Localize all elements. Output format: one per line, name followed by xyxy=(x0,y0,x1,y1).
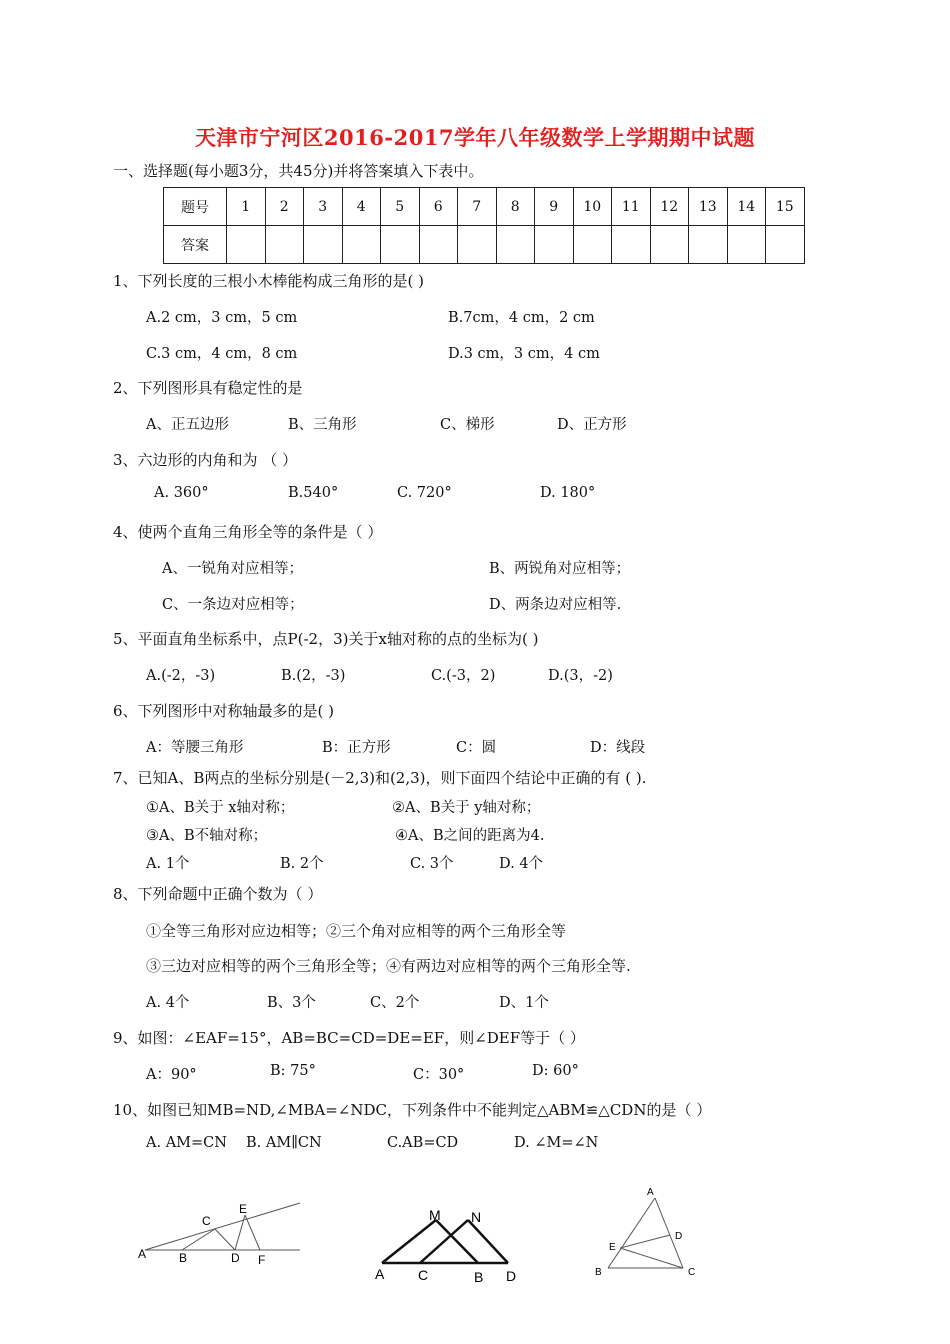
table-cell-number: 2 xyxy=(265,188,304,226)
figure2-label-n: N xyxy=(471,1209,482,1225)
question-9-option-a: A：90° xyxy=(146,1067,197,1083)
answer-cell[interactable] xyxy=(342,226,381,264)
question-10-option-d: D. ∠M=∠N xyxy=(514,1135,599,1151)
figure3-segment-ed xyxy=(620,1235,670,1248)
question-2-option-b: B、三角形 xyxy=(288,417,357,433)
question-3-option-c: C. 720° xyxy=(397,485,452,501)
question-2-option-c: C、梯形 xyxy=(440,417,495,433)
answer-cell[interactable] xyxy=(227,226,266,264)
question-9-option-b: B: 75° xyxy=(270,1063,316,1079)
answer-cell[interactable] xyxy=(727,226,766,264)
figure3-segment-ec xyxy=(620,1248,683,1268)
answer-cell[interactable] xyxy=(535,226,574,264)
table-cell-number: 14 xyxy=(727,188,766,226)
question-6-option-d: D：线段 xyxy=(590,740,646,756)
table-cell-number: 11 xyxy=(612,188,651,226)
question-7-stem: 7、已知A、B两点的坐标分别是(－2,3)和(2,3)，则下面四个结论中正确的有 ( ). xyxy=(113,769,647,787)
question-6-option-a: A：等腰三角形 xyxy=(146,740,244,756)
question-6-stem: 6、下列图形中对称轴最多的是( ) xyxy=(113,702,335,720)
answer-cell[interactable] xyxy=(689,226,728,264)
answer-cell[interactable] xyxy=(650,226,689,264)
question-1-stem: 1、下列长度的三根小木棒能构成三角形的是( ) xyxy=(113,272,425,290)
figure-triangles-abm-cdn xyxy=(370,1205,530,1290)
figure3-label-d: D xyxy=(675,1231,683,1242)
question-8-stem: 8、下列命题中正确个数为（ ） xyxy=(113,885,323,903)
question-3-option-b: B.540° xyxy=(288,485,339,501)
question-3-option-d: D. 180° xyxy=(540,485,596,501)
question-4-option-c: C、一条边对应相等； xyxy=(162,597,304,613)
answer-cell[interactable] xyxy=(766,226,805,264)
figure-triangle-abc xyxy=(590,1183,705,1283)
table-cell-number: 15 xyxy=(766,188,805,226)
table-cell-number: 1 xyxy=(227,188,266,226)
answer-cell[interactable] xyxy=(265,226,304,264)
question-2-stem: 2、下列图形具有稳定性的是 xyxy=(113,379,303,397)
question-3-stem: 3、六边形的内角和为 （ ） xyxy=(113,451,298,469)
figure1-label-d: D xyxy=(231,1251,240,1265)
question-7-statement-3: ③A、B不轴对称； xyxy=(146,828,268,844)
question-10-option-b: B. AM∥CN xyxy=(246,1135,322,1151)
figure3-label-c: C xyxy=(688,1267,696,1278)
table-cell-number: 9 xyxy=(535,188,574,226)
section-heading: 一、选择题(每小题3分，共45分)并将答案填入下表中。 xyxy=(113,162,484,180)
table-cell-number: 13 xyxy=(689,188,728,226)
answer-cell[interactable] xyxy=(419,226,458,264)
page-title: 天津市宁河区2016-2017学年八年级数学上学期期中试题 xyxy=(194,125,756,150)
question-8-option-d: D、1个 xyxy=(499,995,549,1011)
question-7-option-a: A. 1个 xyxy=(146,856,190,872)
question-10-option-c: C.AB=CD xyxy=(387,1135,459,1151)
question-8-statement-1: ①全等三角形对应边相等；②三个角对应相等的两个三角形全等 xyxy=(146,922,567,940)
question-5-option-d: D.(3，-2) xyxy=(548,668,613,684)
question-4-stem: 4、使两个直角三角形全等的条件是（ ） xyxy=(113,523,383,541)
table-cell-number: 7 xyxy=(458,188,497,226)
question-5-stem: 5、平面直角坐标系中，点P(-2，3)关于x轴对称的点的坐标为( ) xyxy=(113,630,539,648)
question-5-option-a: A.(-2，-3) xyxy=(146,668,216,684)
question-1-option-a: A.2 cm，3 cm，5 cm xyxy=(146,310,298,326)
figure2-segment-nd xyxy=(468,1220,508,1263)
figure2-label-c: C xyxy=(418,1267,429,1283)
question-7-statement-1: ①A、B关于 x轴对称； xyxy=(146,800,295,816)
question-9-option-c: C：30° xyxy=(413,1067,465,1083)
figure2-label-d: D xyxy=(506,1268,517,1284)
question-1-option-c: C.3 cm，4 cm，8 cm xyxy=(146,346,298,362)
figure1-label-f: F xyxy=(258,1253,266,1267)
answer-cell[interactable] xyxy=(458,226,497,264)
figure1-label-a: A xyxy=(138,1247,147,1261)
question-7-statement-2: ②A、B关于 y轴对称； xyxy=(392,800,541,816)
question-7-option-d: D. 4个 xyxy=(499,856,544,872)
question-2-option-d: D、正方形 xyxy=(557,417,627,433)
answer-cell[interactable] xyxy=(304,226,343,264)
question-7-option-c: C. 3个 xyxy=(410,856,454,872)
question-1-option-b: B.7cm，4 cm，2 cm xyxy=(448,310,595,326)
answer-table xyxy=(163,187,805,264)
question-9-option-d: D: 60° xyxy=(532,1063,579,1079)
question-5-option-c: C.(-3，2) xyxy=(431,668,496,684)
question-10-stem: 10、如图已知MB=ND,∠MBA=∠NDC，下列条件中不能判定△ABM≌△CDN的是（ ） xyxy=(113,1101,712,1119)
table-cell-number: 12 xyxy=(650,188,689,226)
figure1-segment-de xyxy=(235,1215,245,1250)
question-4-option-d: D、两条边对应相等. xyxy=(489,597,622,613)
question-7-option-b: B. 2个 xyxy=(280,856,324,872)
answer-table-answer-row xyxy=(164,226,805,264)
question-8-option-a: A. 4个 xyxy=(146,995,190,1011)
figure2-label-m: M xyxy=(429,1207,441,1223)
answer-cell[interactable] xyxy=(612,226,651,264)
answer-cell[interactable] xyxy=(496,226,535,264)
question-1-option-d: D.3 cm，3 cm，4 cm xyxy=(448,346,600,362)
figure3-label-e: E xyxy=(609,1242,616,1253)
question-2-option-a: A、正五边形 xyxy=(146,417,229,433)
question-9-stem: 9、如图：∠EAF=15°，AB=BC=CD=DE=EF，则∠DEF等于（ ） xyxy=(113,1029,585,1047)
question-4-option-a: A、一锐角对应相等； xyxy=(162,561,303,577)
question-7-statement-4: ④A、B之间的距离为4. xyxy=(395,828,545,844)
figure3-side-ab xyxy=(608,1198,655,1268)
table-cell-number: 10 xyxy=(573,188,612,226)
figure2-label-b: B xyxy=(474,1269,484,1285)
figure2-label-a: A xyxy=(375,1266,385,1282)
question-4-option-b: B、两锐角对应相等； xyxy=(489,561,631,577)
answer-table-number-row xyxy=(164,188,805,226)
question-10-option-a: A. AM=CN xyxy=(146,1135,227,1151)
question-5-option-b: B.(2，-3) xyxy=(281,668,346,684)
question-3-option-a: A. 360° xyxy=(154,485,209,501)
question-8-option-c: C、2个 xyxy=(370,995,420,1011)
table-cell-number: 5 xyxy=(381,188,420,226)
figure1-ray-upper xyxy=(145,1203,300,1250)
question-6-option-c: C：圆 xyxy=(456,740,497,756)
table-cell-number: 3 xyxy=(304,188,343,226)
table-header-answer: 答案 xyxy=(164,226,227,264)
table-header-number: 题号 xyxy=(164,188,227,226)
figure1-segment-bc xyxy=(182,1229,215,1250)
figure-angle-eaf xyxy=(135,1195,310,1275)
table-cell-number: 6 xyxy=(419,188,458,226)
table-cell-number: 8 xyxy=(496,188,535,226)
answer-cell[interactable] xyxy=(573,226,612,264)
figure1-label-c: C xyxy=(202,1214,211,1228)
answer-cell[interactable] xyxy=(381,226,420,264)
question-6-option-b: B：正方形 xyxy=(322,740,391,756)
figure3-label-a: A xyxy=(647,1187,654,1198)
figure1-segment-ef xyxy=(245,1215,260,1250)
table-cell-number: 4 xyxy=(342,188,381,226)
question-8-option-b: B、3个 xyxy=(267,995,316,1011)
figure1-label-b: B xyxy=(179,1251,188,1265)
question-8-statement-2: ③三边对应相等的两个三角形全等；④有两边对应相等的两个三角形全等. xyxy=(146,957,631,975)
figure1-segment-cd xyxy=(215,1229,235,1250)
figure3-label-b: B xyxy=(595,1267,602,1278)
figure1-label-e: E xyxy=(239,1202,248,1216)
